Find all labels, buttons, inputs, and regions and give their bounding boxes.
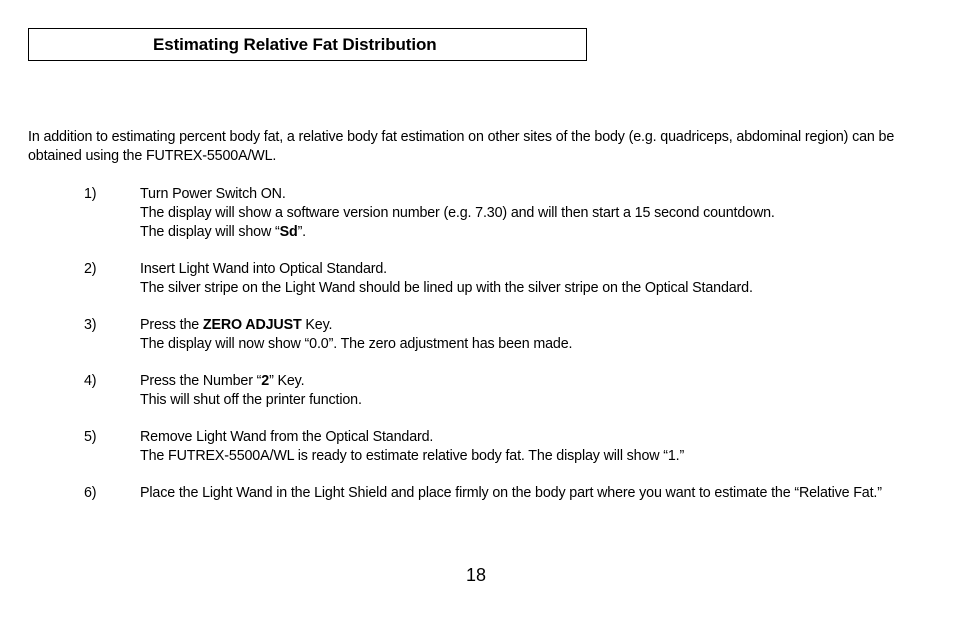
step-line: The display will now show “0.0”. The zero adjustment has been made. (140, 336, 573, 352)
step-body (140, 260, 934, 298)
step-number: 1) (84, 186, 97, 202)
step-line: The display will show “Sd”. (140, 224, 306, 240)
step-body (140, 428, 934, 466)
step-line: The silver stripe on the Light Wand should be lined up with the silver stripe on the Optical Standard. (140, 280, 753, 296)
display-code-sd: Sd (279, 224, 298, 240)
step-number: 5) (84, 429, 97, 445)
step-line: Turn Power Switch ON. (140, 186, 286, 202)
step-number: 4) (84, 373, 97, 389)
step-line: Remove Light Wand from the Optical Standard. (140, 429, 434, 445)
step-line: Press the ZERO ADJUST Key. (140, 317, 333, 333)
step-number: 6) (84, 485, 97, 501)
step-body (140, 185, 934, 242)
intro-paragraph: In addition to estimating percent body fat, a relative body fat estimation on other sites of the body (e.g. quadriceps, abdominal region) can be obtained using the FUTREX-5500A/WL. (28, 129, 895, 164)
step-body (140, 484, 934, 503)
step-line: This will shut off the printer function. (140, 392, 362, 408)
page-number: 18 (466, 565, 487, 585)
number-key-label: 2 (261, 373, 270, 389)
section-title: Estimating Relative Fat Distribution (153, 35, 437, 54)
step-line: The display will show a software version number (e.g. 7.30) and will then start a 15 second countdown. (140, 205, 775, 221)
step-body (140, 372, 934, 410)
section-title-box (28, 28, 587, 61)
step-line: The FUTREX-5500A/WL is ready to estimate relative body fat. The display will show “1.” (140, 448, 685, 464)
step-number: 3) (84, 317, 97, 333)
step-line: Press the Number “2” Key. (140, 373, 305, 389)
step-line: Place the Light Wand in the Light Shield and place firmly on the body part where you want to estimate the “Relative Fat.” (140, 485, 882, 501)
zero-adjust-key-label: ZERO ADJUST (202, 317, 302, 333)
step-body (140, 316, 934, 354)
step-number: 2) (84, 261, 97, 277)
step-line: Insert Light Wand into Optical Standard. (140, 261, 387, 277)
